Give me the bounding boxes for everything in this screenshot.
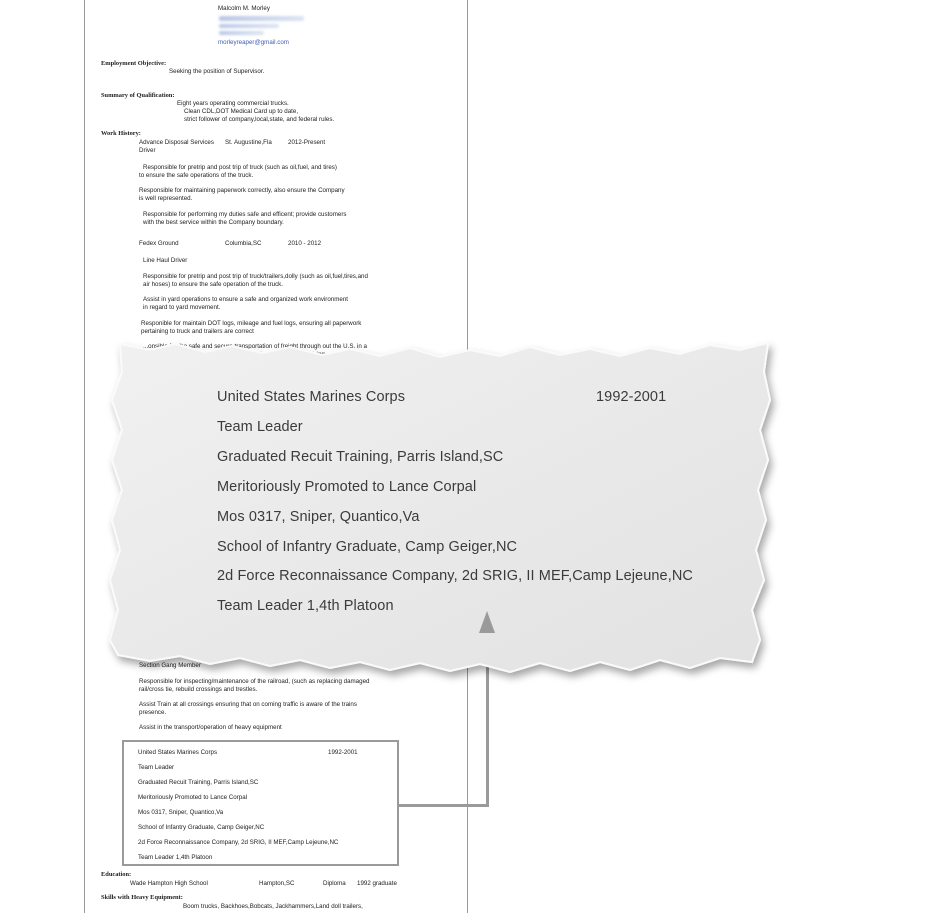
- education-year: 1992 graduate: [357, 880, 397, 887]
- job1-dates: 2012-Present: [288, 139, 326, 146]
- callout-dates: 1992-2001: [596, 389, 667, 405]
- education-school: Wade Hampton High School: [130, 880, 208, 887]
- inset-line: Graduated Recuit Training, Parris Island,SC: [138, 779, 259, 786]
- duty-line: Assist Train at all crossings ensuring that on coming traffic is aware of the trains: [139, 701, 357, 708]
- duty-line: Responible for maintain DOT logs, mileage and fuel logs, ensuring all paperwork: [141, 320, 362, 327]
- duty-line: presence.: [139, 709, 167, 716]
- job2-title: Line Haul Driver: [143, 257, 188, 264]
- job2-location: Columbia,SC: [225, 240, 262, 247]
- duty-line: rail/cross tie, rebuild crossings and trestles.: [139, 686, 258, 693]
- duty-line: Responsible for pretrip and post trip of truck/trailers,dolly (such as oil,fuel,tires,and: [143, 273, 368, 280]
- inset-dates: 1992-2001: [328, 749, 358, 756]
- callout-line: Meritoriously Promoted to Lance Corpal: [217, 479, 477, 495]
- duty-line: Responsible for maintaining paperwork correctly, also ensure the Company: [139, 187, 345, 194]
- job2-company: Fedex Ground: [139, 240, 179, 247]
- summary-line: strict follower of company,local,state, and federal rules.: [184, 116, 335, 123]
- callout-line: School of Infantry Graduate, Camp Geiger,NC: [217, 539, 518, 555]
- inset-org: United States Marines Corps: [138, 749, 218, 756]
- summary-heading: Summary of Qualification:: [101, 92, 175, 99]
- duty-line: to ensure the safe operations of the truck.: [139, 172, 254, 179]
- duty-line: Responsible for pretrip and post trip of truck (such as oil,fuel, and tires): [143, 164, 337, 171]
- job2-dates: 2010 - 2012: [288, 240, 322, 247]
- duty-line: Assist in the transport/operation of heavy equipment: [139, 724, 282, 731]
- callout-line: Team Leader: [217, 419, 303, 435]
- job1-title: Driver: [139, 147, 156, 154]
- inset-line: Mos 0317, Sniper, Quantico,Va: [138, 809, 224, 816]
- duty-line: air hoses) to ensure the safe operation of the truck.: [143, 281, 283, 288]
- summary-line: Eight years operating commercial trucks.: [177, 100, 289, 107]
- education-degree: Diploma: [323, 880, 346, 887]
- duty-line: with the best service within the Company boundary.: [143, 219, 284, 226]
- duty-line: pertaining to truck and trailers are correct: [141, 328, 254, 335]
- callout-line: Graduated Recuit Training, Parris Island,SC: [217, 449, 504, 465]
- education-location: Hampton,SC: [259, 880, 295, 887]
- inset-line: Team Leader 1,4th Platoon: [138, 854, 213, 861]
- inset-line: Team Leader: [138, 764, 175, 771]
- applicant-name: Malcolm M. Morley: [218, 5, 270, 12]
- skills-text: Boom trucks, Backhoes,Bobcats, Jackhammers,Land doll trailers,: [183, 903, 363, 910]
- duty-line: Assist in yard operations to ensure a safe and organized work environment: [143, 296, 348, 303]
- callout-line: Mos 0317, Sniper, Quantico,Va: [217, 509, 420, 525]
- education-heading: Education:: [101, 871, 132, 878]
- duty-line: is well represented.: [139, 195, 193, 202]
- callout-org: United States Marines Corps: [217, 389, 406, 405]
- job1-company: Advance Disposal Services: [139, 139, 214, 146]
- objective-text: Seeking the position of Supervisor.: [169, 68, 265, 75]
- duty-line: in regard to yard movement.: [143, 304, 221, 311]
- job1-location: St. Augustine,Fla: [225, 139, 272, 146]
- email-link[interactable]: morleyreaper@gmail.com: [218, 39, 289, 46]
- callout-line: 2d Force Reconnaissance Company, 2d SRIG, II MEF,Camp Lejeune,NC: [217, 568, 693, 584]
- objective-heading: Employment Objective:: [101, 60, 167, 67]
- duty-line: ...onsible for the safe and secure transportation of freight through out the U.S. in a: [143, 343, 367, 350]
- callout-line: Team Leader 1,4th Platoon: [217, 598, 394, 614]
- inset-line: 2d Force Reconnaissance Company, 2d SRIG, II MEF,Camp Lejeune,NC: [138, 839, 339, 846]
- job3-title: Section Gang Member: [139, 662, 201, 669]
- skills-heading: Skills with Heavy Equipment:: [101, 894, 183, 901]
- duty-line: Responsible for inspecting/maintenance of the railroad, (such as replacing damaged: [139, 678, 370, 685]
- inset-line: Meritoriously Promoted to Lance Corpal: [138, 794, 248, 801]
- summary-line: Clean CDL,DOT Medical Card up to date,: [184, 108, 299, 115]
- work-heading: Work History:: [101, 130, 141, 137]
- duty-line: Responsible for performing my duties safe and efficent; provide customers: [143, 211, 347, 218]
- inset-line: School of Infantry Graduate, Camp Geiger,NC: [138, 824, 265, 831]
